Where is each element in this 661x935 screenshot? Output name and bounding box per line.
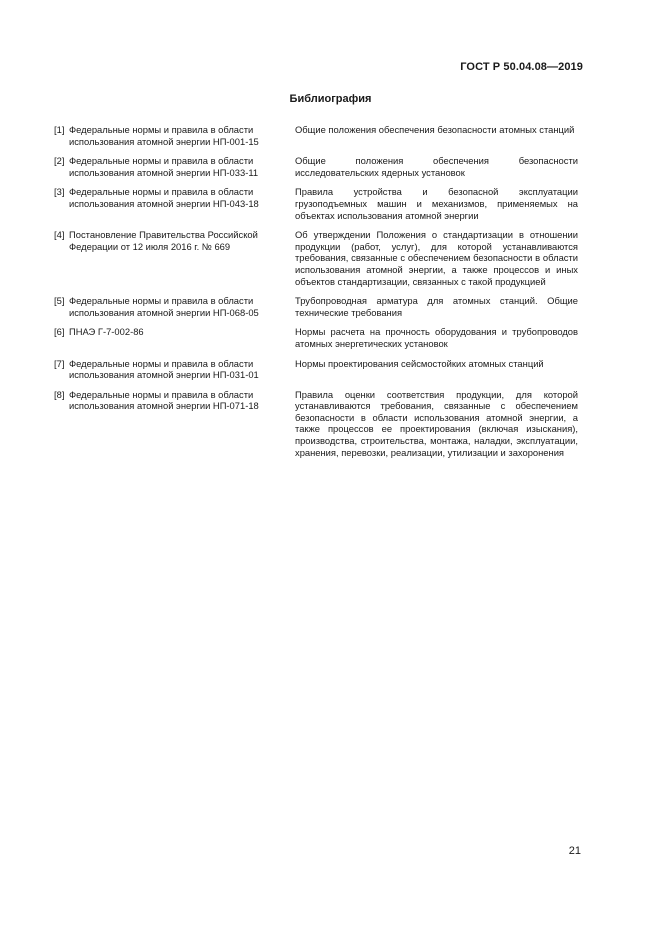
bibliography-list [54, 124, 578, 458]
entry-source: Федеральные нормы и правила в области использования атомной энергии НП-033-11 [69, 155, 259, 178]
document-code: ГОСТ Р 50.04.08—2019 [460, 61, 583, 73]
entry-description: Нормы расчета на прочность оборудования и трубопроводов атомных энергетических установок [295, 326, 578, 349]
entry-source: Постановление Правительства Российской Федерации от 12 июля 2016 г. № 669 [69, 229, 258, 252]
bibliography-entry [54, 186, 578, 221]
entry-source: Федеральные нормы и правила в области использования атомной энергии НП-068-05 [69, 295, 259, 318]
bibliography-entry [54, 358, 578, 381]
page-title: Библиография [289, 93, 372, 105]
entry-description: Правила устройства и безопасной эксплуатации грузоподъемных машин и механизмов, применяемых на объектах использования атомной энергии [295, 186, 578, 221]
bibliography-entry [54, 389, 578, 459]
entry-number: [4] [54, 229, 65, 241]
entry-source: Федеральные нормы и правила в области использования атомной энергии НП-071-18 [69, 388, 259, 412]
entry-description: Об утверждении Положения о стандартизации в отношении продукции (работ, услуг), для которой устанавливаются требования, связанные с обеспечением безопасности в области использования атомной энергии, а также процессов и иных объектов стандартизации, связанных с такой продукцией [295, 229, 578, 287]
entry-number: [2] [54, 155, 65, 167]
entry-description: Общие положения обеспечения безопасности исследовательских ядерных установок [295, 155, 578, 178]
entry-number: [6] [54, 326, 65, 338]
bibliography-entry [54, 326, 578, 349]
entry-source: Федеральные нормы и правила в области использования атомной энергии НП-031-01 [69, 357, 259, 381]
entry-number: [3] [54, 186, 65, 198]
entry-source: Федеральные нормы и правила в области использования атомной энергии НП-001-15 [69, 124, 259, 147]
entry-number: [7] [54, 357, 65, 369]
entry-source: Федеральные нормы и правила в области использования атомной энергии НП-043-18 [69, 186, 259, 209]
entry-description: Общие положения обеспечения безопасности атомных станций [295, 124, 575, 135]
bibliography-entry [54, 155, 578, 178]
entry-description: Правила оценки соответствия продукции, для которой устанавливаются требования, связанные с обеспечением безопасности в области использования атомной энергии, а также процессов ее проектирования (включая изыскания), производства, строительства, монтажа, наладки, эксплуатации, хранения, перевозки, реализации, утилизации и захоронения [295, 388, 578, 458]
bibliography-entry [54, 295, 578, 318]
entry-number: [1] [54, 124, 65, 135]
entry-number: [5] [54, 295, 65, 307]
bibliography-entry [54, 124, 578, 147]
entry-description: Нормы проектирования сейсмостойких атомных станций [295, 357, 544, 369]
entry-source: ПНАЭ Г-7-002-86 [69, 326, 144, 338]
entry-number: [8] [54, 388, 65, 400]
bibliography-entry [54, 229, 578, 287]
entry-description: Трубопроводная арматура для атомных станций. Общие технические требования [295, 295, 578, 318]
page-number: 21 [568, 845, 581, 857]
